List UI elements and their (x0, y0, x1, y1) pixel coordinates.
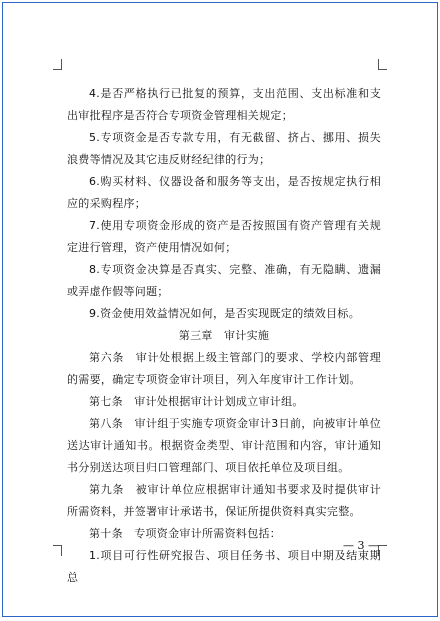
crop-mark-top-right (378, 59, 387, 70)
item-9-paragraph: 9.资金使用效益情况如何，是否实现既定的绩效目标。 (89, 307, 360, 320)
article-6-paragraph: 第六条 审计处根据上级主管部门的要求、学校内部管理的需要，确定专项资金审计项目，列入年度审计工作计划。 (67, 351, 381, 386)
page-number: — 3 — (343, 539, 379, 552)
item-4-paragraph: 4.是否严格执行已批复的预算，支出范围、支出标准和支出审批程序是否符合专项资金管理相关规定； (67, 87, 381, 122)
list-item-1-paragraph: 1.项目可行性研究报告、项目任务书、项目中期及结束期总 (67, 549, 381, 584)
item-8-paragraph: 8.专项资金决算是否真实、完整、准确，有无隐瞒、遗漏或弄虚作假等问题； (67, 263, 381, 298)
crop-mark-top-left (53, 59, 62, 70)
chapter-heading: 第三章 审计实施 (178, 329, 270, 342)
article-8-paragraph: 第八条 审计组于实施专项资金审计3日前，向被审计单位送达审计通知书。根据资金类型、审计范围和内容，审计通知书分别送达项目归口管理部门、项目依托单位及项目组。 (67, 417, 381, 474)
item-6-paragraph: 6.购买材料、仪器设备和服务等支出，是否按规定执行相应的采购程序； (67, 175, 381, 210)
article-10-paragraph: 第十条 专项资金审计所需资料包括： (89, 527, 282, 540)
document-page (2, 2, 438, 617)
article-9-paragraph: 第九条 被审计单位应根据审计通知书要求及时提供审计所需资料，并签署审计承诺书，保证所提供资料真实完整。 (67, 483, 381, 518)
article-7-paragraph: 第七条 审计处根据审计计划成立审计组。 (89, 395, 304, 408)
item-7-paragraph: 7.使用专项资金形成的资产是否按照国有资产管理有关规定进行管理，资产使用情况如何； (67, 219, 381, 254)
crop-mark-bottom-left (53, 545, 62, 556)
document-body (67, 83, 381, 589)
item-5-paragraph: 5.专项资金是否专款专用，有无截留、挤占、挪用、损失浪费等情况及其它违反财经纪律的行为； (67, 131, 381, 166)
